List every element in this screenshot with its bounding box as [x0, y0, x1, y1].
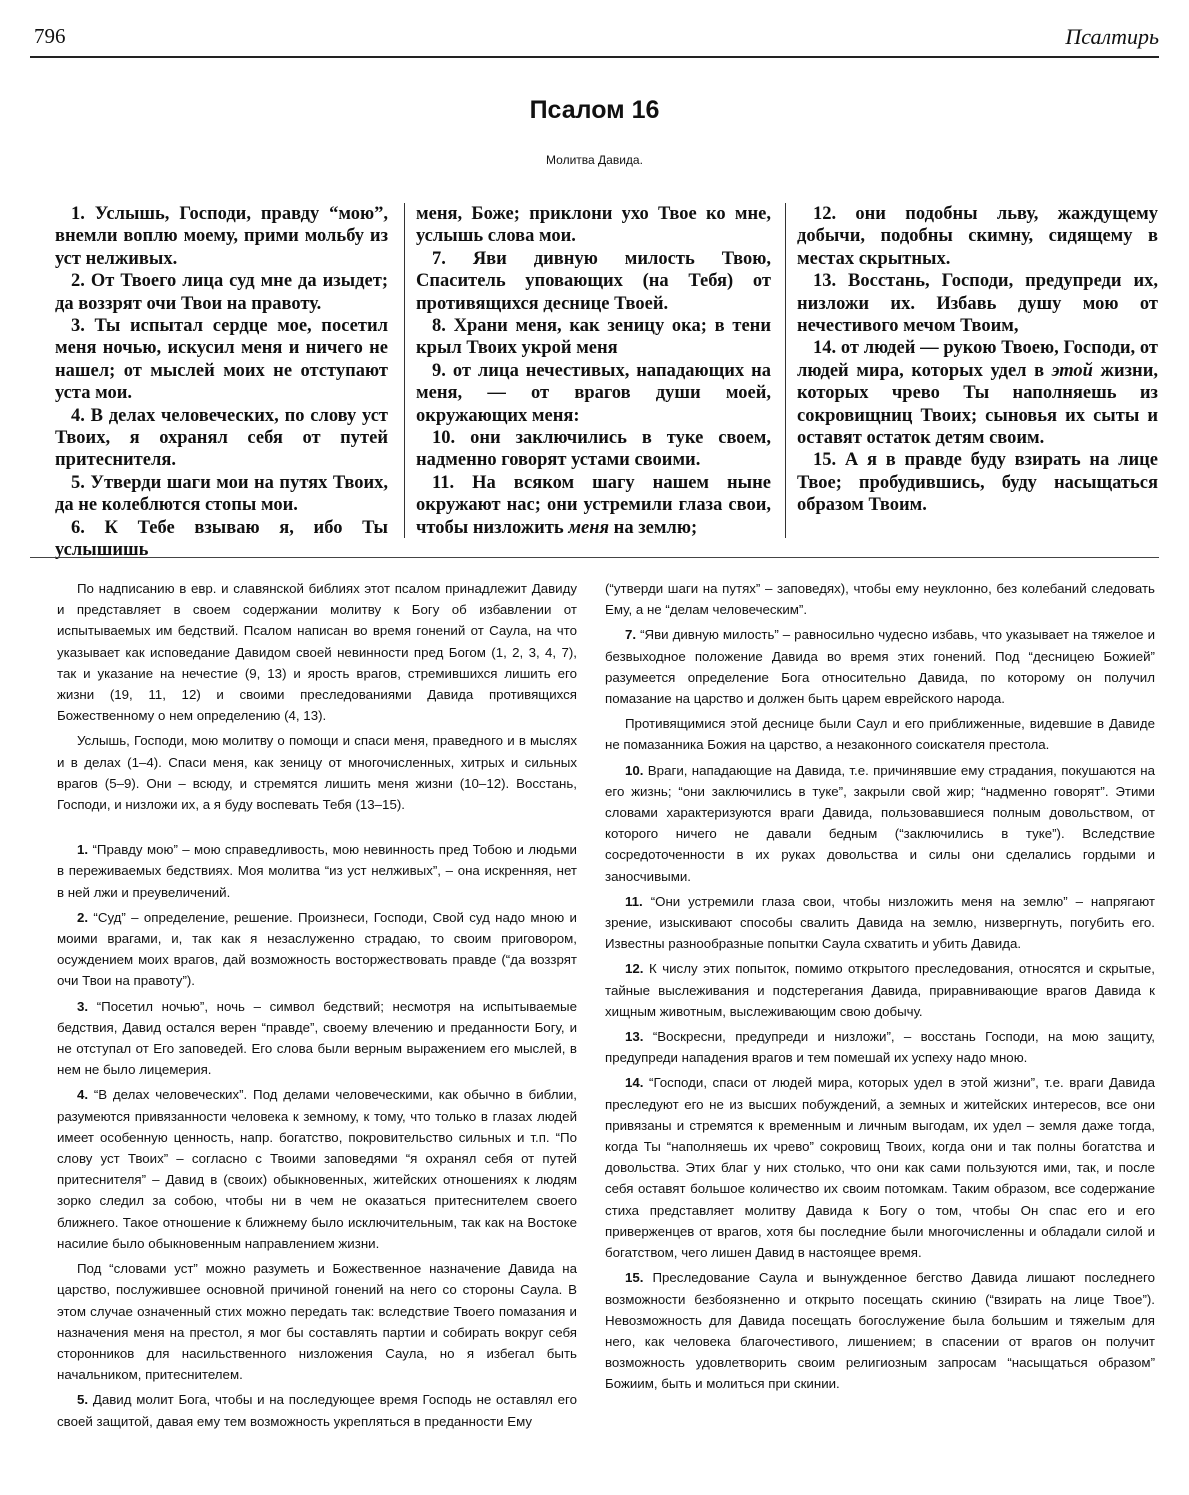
comment-7 — [605, 624, 1155, 709]
verse-11-b: на землю; — [609, 517, 698, 538]
comment-15 — [605, 1267, 1155, 1394]
intro-paragraph-2: Услышь, Господи, мою молитву о помощи и спаси меня, праведного и в мыслях и в делах (1–4). Спаси меня, как зеницу от многочисленных, хитрых и сильных врагов (5–9). Они – всюду, и стремятся лишить меня жизни (10–12). Восстань, Господи, и низложи их, а я буду воспевать Тебя (13–15). — [57, 733, 577, 813]
comment-4b: Под “словами уст” можно разуметь и Божественное назначение Давида на царство, послужившее основной причиной гонений на него со стороны Саула. В этом случае означенный стих можно передать так: вследствие Твоего помазания и назначения меня на престол, я мог бы составлять партии и собирать вокруг себя сторонников для насильственного низложения Саула, но я избегал быть начальником, притеснителем. — [57, 1261, 577, 1383]
comment-7-text: “Яви дивную милость” – равносильно чудесно избавь, что указывает на тяжелое и безвыходное положение Давида во время этих гонений. Под “десницею Божией” разумеется определение Бога относительно Давида, по которому он получил помазание на царство и должен быть царем еврейского народа. — [605, 627, 1155, 707]
page-header — [30, 22, 1159, 58]
verse-6-cont: меня, Боже; приклони ухо Твое ко мне, услышь слова мои. — [416, 204, 771, 247]
verse-8: 8. Храни меня, как зеницу ока; в тени крыл Твоих укрой меня — [416, 316, 771, 359]
comment-1-text: “Правду мою” – мою справедливость, мою невинность пред Тобою и людьми в переживаемых бедствиях. Моя молитва “из уст нелживых”, – она искренняя, нет в ней лжи и преувеличений. — [57, 842, 577, 900]
psalm-verses — [55, 203, 1159, 561]
verse-12: 12. они подобны льву, жаждущему добычи, подобны скимну, сидящему в местах скрытных. — [797, 204, 1158, 269]
comment-2 — [57, 907, 577, 992]
verse-column-3 — [797, 203, 1158, 517]
comment-11-num: 11. — [625, 893, 643, 909]
verse-11-italic: меня — [568, 517, 610, 538]
comment-4-num: 4. — [77, 1087, 89, 1103]
comment-4-text: “В делах человеческих”. Под делами человеческими, как обычно в библии, разумеются привязанности человека к земному, к тому, что только в глазах людей имеет особенную ценность, напр. богатство, покровительство сильных и т.п. “По слову уст Твоих” – согласно с Твоими заповедями “я охранял себя от путей притеснителя” – Давид в (своих) обыкновенных, житейских отношениях к людям зорко следил за собою, чтобы ни в чем не оказаться притеснителем своего ближнего. Такое отношение к ближнему было исключительным, так как на Востоке насилие было обыкновенным направлением жизни. — [57, 1087, 577, 1251]
comment-12-text: К числу этих попыток, помимо открытого преследования, относятся и скрытые, тайные выслеживания и подстерегания Давида, приравнивающие врагов Давида к хищным животным, выслеживающим свою добычу. — [605, 961, 1155, 1019]
verse-11-a: 11. На всяком шагу нашем ныне окружают нас; они устремили глаза свои, чтобы низложить — [416, 472, 771, 538]
verse-2: 2. От Твоего лица суд мне да изыдет; да воззрят очи Твои на правоту. — [55, 271, 388, 314]
comment-5 — [57, 1389, 577, 1431]
verse-11 — [416, 472, 771, 539]
section-divider — [30, 557, 1159, 558]
comment-3 — [57, 996, 577, 1081]
comment-13 — [605, 1026, 1155, 1068]
verse-10: 10. они заключились в туке своем, надменно говорят устами своими. — [416, 428, 771, 471]
comment-13-num: 13. — [625, 1029, 644, 1045]
comment-10-text: Враги, нападающие на Давида, т.е. причинявшие ему страдания, покушаются на его жизнь; “они заключились в туке”, закрыли свой жир; “надменно говорят”. Этими словами характеризуются враги Давида, пользовавшиеся полным довольством, от которого ничего не давали бедным (“заключились в туке”). Вследствие сосредоточенности в их руках довольства и силы они сделались гордыми и заносчивыми. — [605, 762, 1155, 884]
verse-13: 13. Восстань, Господи, предупреди их, низложи их. Избавь душу мою от нечестивого мечом Твоим, — [797, 271, 1158, 337]
comment-14-text: “Господи, спаси от людей мира, которых удел в этой жизни”, т.е. враги Давида преследуют его не из высших побуждений, а земных и житейских интересов, все они привязаны и стремятся к временным и личным выгодам, их удел – земля даже тогда, когда Ты “наполняешь их чрево” сокровищ Твоих, когда они и так полны богатства и довольства. Этих благ у них столько, что они как сами пользуются ими, так, и после себя оставят большое количество их своим потомкам. Таким образом, все содержание стиха представляет молитву Давида к Богу о том, чтобы Он спас его и его приверженцев от врагов, хотя бы последние были многочисленны и обладали силой и богатством, чего лишен Давид в настоящее время. — [605, 1075, 1155, 1261]
verse-column-1 — [55, 203, 388, 562]
verse-6: 6. К Тебе взываю я, ибо Ты услышишь — [55, 517, 388, 561]
comment-15-num: 15. — [625, 1270, 644, 1286]
comment-14-num: 14. — [625, 1075, 644, 1091]
comment-1-num: 1. — [77, 842, 89, 858]
comment-11 — [605, 891, 1155, 955]
verse-4: 4. В делах человеческих, по слову уст Твоих, я охранял себя от путей притеснителя. — [55, 405, 388, 471]
column-divider-1 — [404, 203, 405, 538]
verse-14-a: 14. от людей — рукою Твоею, Господи, от людей мира, которых удел в — [797, 338, 1158, 381]
verse-3: 3. Ты испытал сердце мое, посетил меня ночью, искусил меня и ничего не нашел; от мыслей моих не отступают уста мои. — [55, 316, 388, 404]
comment-12-num: 12. — [625, 961, 644, 977]
comment-12 — [605, 958, 1155, 1022]
psalm-title: Псалом 16 — [529, 96, 660, 124]
commentary-right — [605, 578, 1155, 1399]
comment-7b: Противящимися этой деснице были Саул и его приближенные, видевшие в Давиде не помазанника Божия на царство, а незаконного соискателя престола. — [605, 716, 1155, 753]
verse-7: 7. Яви дивную милость Твою, Спаситель уповающих (на Тебя) от противящихся деснице Твоей. — [416, 248, 771, 314]
running-head: Псалтирь — [1065, 24, 1159, 49]
page-number: 796 — [34, 24, 66, 48]
verse-14-b: жизни, которых чрево Ты наполняешь из сокровищниц Твоих; сыновья их сыты и оставят остаток детям своим. — [797, 360, 1159, 449]
verse-column-2 — [416, 203, 771, 539]
comment-2-text: “Суд” – определение, решение. Произнеси, Господи, Свой суд надо мною и моими врагами, и, так как я незаслуженно страдаю, то своим приговором, осуждением моих врагов, дай возможность восторжествовать правде (“да воззрят очи Твои на правоту”). — [57, 909, 577, 989]
commentary-left — [57, 578, 577, 1436]
intro-paragraph-1: По надписанию в евр. и славянской библиях этот псалом принадлежит Давиду и представляет в своем содержании молитву к Богу об избавлении от испытываемых им бедствий. Псалом написан во время гонений от Саула, на что указывает как исповедание Давидом своей невинности пред Богом (1, 2, 3, 4, 7), так и указание на нечестие (9, 13) и ярость врагов, стремившихся лишить его жизни (19, 11, 12) и своими преследованиями Давида противящихся Божественному о нем определению (4, 13). — [57, 581, 577, 724]
comment-3-text: “Посетил ночью”, ночь – символ бедствий; несмотря на испытываемые бедствия, Давид остался верен “правде”, своему влечению и преданности Богу, и не отступал от Его заповедей. Его слова были верным выражением его мыслей, в нем не было лицемерия. — [57, 998, 577, 1078]
verse-9: 9. от лица нечестивых, нападающих на меня, — от врагов души моей, окружающих меня: — [416, 360, 771, 426]
comment-1 — [57, 839, 577, 903]
comment-5-text: Давид молит Бога, чтобы и на последующее время Господь не оставлял его своей защитой, давая ему тем возможность укрепляться в преданности Ему — [57, 1392, 577, 1429]
verse-15: 15. А я в правде буду взирать на лице Твое; пробудившись, буду насыщаться образом Твоим. — [797, 450, 1158, 516]
column-divider-2 — [785, 203, 786, 538]
comment-5-num: 5. — [77, 1392, 89, 1408]
comment-2-num: 2. — [77, 909, 89, 925]
comment-13-text: “Воскресни, предупреди и низложи”, – восстань Господи, на мою защиту, предупреди нападения врагов и тем помешай их успеху надо мною. — [605, 1029, 1155, 1066]
comment-11-text: “Они устремили глаза свои, чтобы низложить меня на землю” – напрягают зрение, изыскивают способы свалить Давида на землю, низвергнуть, погубить его. Известны разнообразные попытки Саула схватить и убить Давида. — [605, 893, 1155, 952]
verse-1: 1. Услышь, Господи, правду “мою”, внемли воплю моему, прими мольбу из уст нелживых. — [55, 204, 388, 269]
comment-14 — [605, 1072, 1155, 1263]
comment-3-num: 3. — [77, 998, 89, 1014]
verse-14 — [797, 337, 1158, 449]
verse-14-italic: этой — [1051, 360, 1093, 381]
psalm-subtitle: Молитва Давида. — [546, 153, 643, 167]
verse-5: 5. Утверди шаги мои на путях Твоих, да не колеблются стопы мои. — [55, 472, 388, 516]
comment-10 — [605, 760, 1155, 887]
comment-5-cont: (“утверди шаги на путях” – заповедях), чтобы ему неуклонно, без колебаний следовать Ему, а не “делам человеческим”. — [605, 581, 1155, 618]
comment-15-text: Преследование Саула и вынужденное бегство Давида лишают последнего возможности безбоязненно и открыто посещать скинию (“взирать на лице Твое”). Невозможность для Давида посещать богослужение была большим и тяжелым для него, как человека благочестивого, лишением; в спасении от врагов он получит возможность удовлетворить своим религиозным запросам “насыщаться образом” Божиим, быть и молиться при скинии. — [605, 1270, 1155, 1392]
comment-4 — [57, 1084, 577, 1254]
comment-10-num: 10. — [625, 762, 644, 778]
comment-7-num: 7. — [625, 627, 637, 643]
